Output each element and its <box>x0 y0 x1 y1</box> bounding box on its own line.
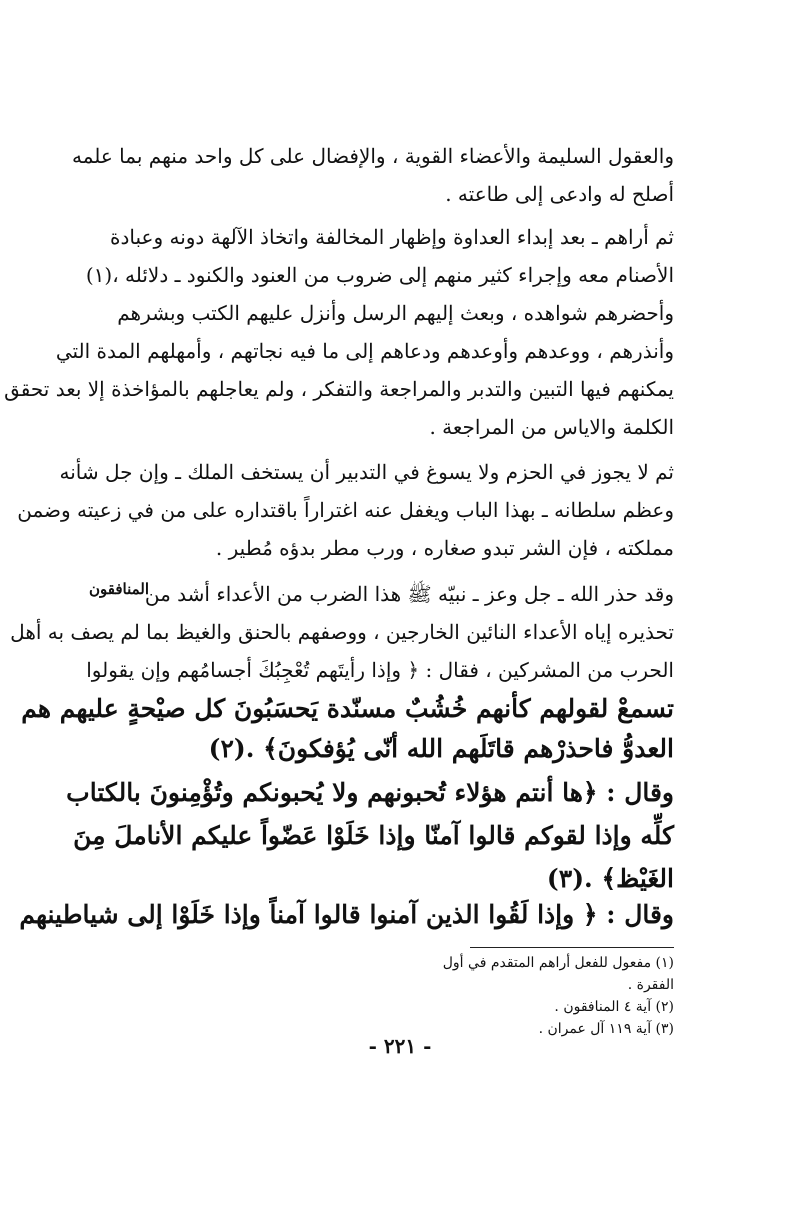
text-line: وعظم سلطانه ـ بهذا الباب ويغفل عنه اغتراراً باقتداره على من في زعيته وضمن <box>17 498 674 522</box>
text-line: والعقول السليمة والأعضاء القوية ، والإفضال على كل واحد منهم بما علمه <box>71 144 674 168</box>
text-line: ثم أراهم ـ بعد إبداء العداوة وإظهار المخالفة واتخاذ الآلهة دونه وعبادة <box>110 225 674 249</box>
page-number: - ٢٢١ - <box>368 1034 432 1058</box>
text-line: ثم لا يجوز في الحزم ولا يسوغ في التدبير أن يستخف الملك ـ وإن جل شأنه <box>59 460 674 484</box>
footnotes <box>420 952 674 1040</box>
text-line: الأصنام معه وإجراء كثير منهم إلى ضروب من العنود والكنود ـ دلائله ،(١) <box>85 263 674 287</box>
paragraph-3 <box>17 453 674 567</box>
paragraph-6 <box>19 893 674 936</box>
text-line: العدوُّ فاحذرْهم قاتَلَهم الله أنّى يُؤفكونَ﴾ .(٢) <box>208 734 674 763</box>
footnote: (٢) آية ٤ المنافقون . <box>554 999 674 1015</box>
paragraph-5 <box>66 771 674 900</box>
margin-heading: المنافقون <box>88 580 150 598</box>
text-line: مملكته ، فإن الشر تبدو صغاره ، ورب مطر بدؤه مُطير . <box>215 536 674 560</box>
text-line: الحرب من المشركين ، فقال : ﴿ وإذا رأيتَهم تُعْجِبُكَ أجسامُهم وإن يقولوا <box>86 658 674 682</box>
text-line: وقال : ﴿ وإذا لَقُوا الذين آمنوا قالوا آمناً وإذا خَلَوْا إلى شياطينهم <box>19 900 674 929</box>
text-line: الكلمة والاياس من المراجعة . <box>429 415 674 439</box>
text-line: أصلح له وادعى إلى طاعته . <box>445 182 674 206</box>
text-line: يمكنهم فيها التبين والتدبر والمراجعة والتفكر ، ولم يعاجلهم بالمؤاخذة إلا بعد تحقق <box>4 377 674 401</box>
text-line: تسمعْ لقولهم كأنهم خُشُبٌ مسنّدة يَحسَبُونَ كل صيْحةٍ عليهم هم <box>21 694 674 723</box>
paragraph-1 <box>71 137 674 213</box>
text-line: كلِّه وإذا لقوكم قالوا آمنّا وإذا خَلَوْا عَضّواً عليكم الأناملَ مِنَ <box>73 821 674 850</box>
text-line: تحذيره إياه الأعداء النائين الخارجين ، ووصفهم بالحنق والغيظ بما لم يصف به أهل <box>10 620 674 644</box>
text-line: الغَيْظ﴾ .(٣) <box>546 864 674 893</box>
paragraph-2 <box>4 218 674 446</box>
footnote: (٣) آية ١١٩ آل عمران . <box>538 1021 674 1037</box>
text-line: وأحضرهم شواهده ، وبعث إليهم الرسل وأنزل عليهم الكتب وبشرهم <box>117 301 674 325</box>
footnote: (١) مفعول للفعل أراهم المتقدم في أول الفقرة . <box>442 955 674 993</box>
text-line: وقد حذر الله ـ جل وعز ـ نبيّه ﷺ هذا الضرب من الأعداء أشد من <box>144 582 674 606</box>
text-line: وقال : ﴿ها أنتم هؤلاء تُحبونهم ولا يُحبونكم وتُؤْمِنونَ بالكتاب <box>66 778 674 807</box>
text-line: وأنذرهم ، ووعدهم وأوعدهم ودعاهم إلى ما فيه نجاتهم ، وأمهلهم المدة التي <box>55 339 674 363</box>
footnote-divider <box>470 947 674 948</box>
paragraph-4 <box>10 575 674 769</box>
